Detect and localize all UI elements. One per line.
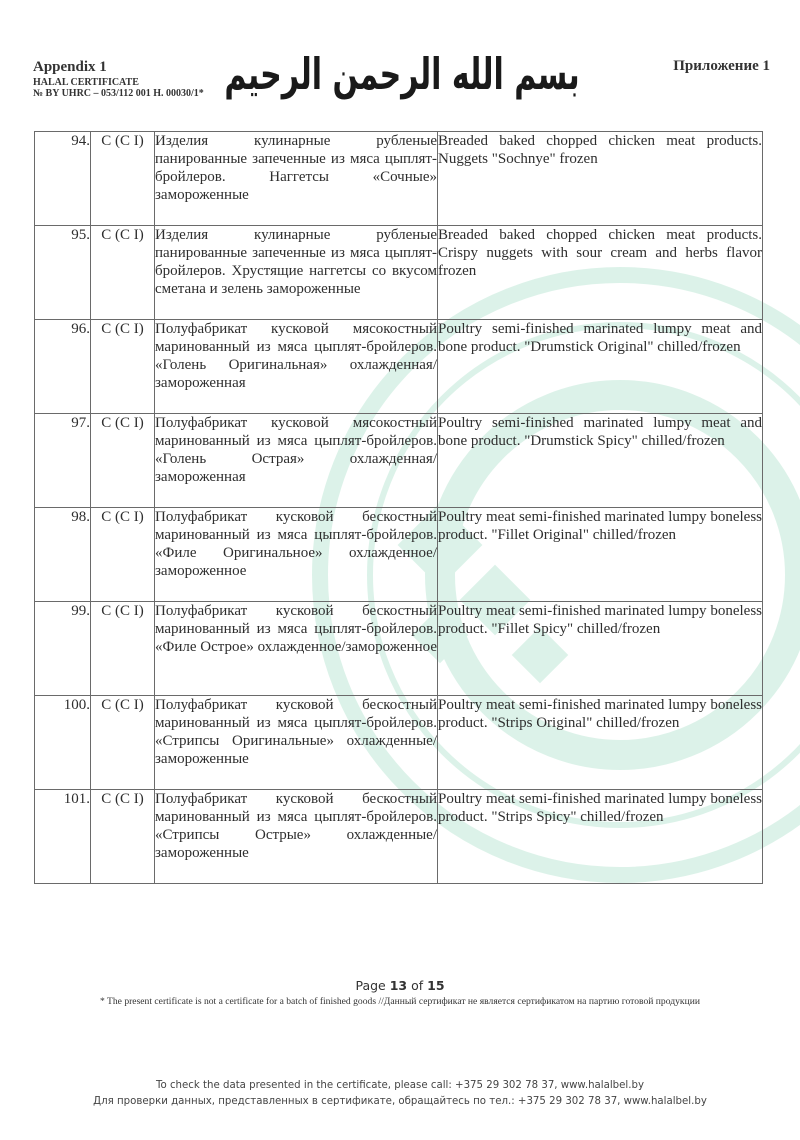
table-row: [35, 132, 763, 226]
row-code: C (C I): [91, 508, 155, 602]
table-row: [35, 696, 763, 790]
header-left: [33, 60, 204, 100]
row-name-ru: Полуфабрикат кусковой мясокостный маринованный из мяса цыплят-бройлеров. «Голень Острая» охлажденная/замороженная: [155, 414, 438, 508]
row-name-en: Breaded baked chopped chicken meat products. Crispy nuggets with sour cream and herbs flavor frozen: [438, 226, 763, 320]
contact-line-ru: Для проверки данных, представленных в сертификате, обращайтесь по тел.: +375 29 302 78 37, www.halalbel.by: [93, 1096, 707, 1107]
table-row: [35, 226, 763, 320]
footer: [0, 978, 800, 1008]
table-row: [35, 414, 763, 508]
certificate-title: HALAL CERTIFICATE: [33, 76, 139, 88]
row-code: C (C I): [91, 320, 155, 414]
row-name-en: Poultry semi-finished marinated lumpy meat and bone product. "Drumstick Original" chilled/frozen: [438, 320, 763, 414]
row-name-ru: Полуфабрикат кусковой бескостный маринованный из мяса цыплят-бройлеров. «Стрипсы Оригинальные» охлажденные/ замороженные: [155, 696, 438, 790]
appendix-title-ru: Приложение 1: [673, 58, 770, 74]
page-prefix: Page: [355, 978, 390, 993]
row-code: C (C I): [91, 414, 155, 508]
row-name-ru: Изделия кулинарные рубленые панированные запеченные из мяса цыплят-бройлеров. Хрустящие наггетсы со вкусом сметана и зелень замороженные: [155, 226, 438, 320]
row-number: 95.: [35, 226, 91, 320]
basmala-calligraphy: بسم الله الرحمن الرحيم: [224, 49, 580, 101]
row-name-en: Poultry meat semi-finished marinated lumpy boneless product. "Strips Spicy" chilled/frozen: [438, 790, 763, 884]
page-of: of: [407, 978, 428, 993]
table-row: [35, 790, 763, 884]
row-name-en: Poultry semi-finished marinated lumpy meat and bone product. "Drumstick Spicy" chilled/frozen: [438, 414, 763, 508]
row-number: 100.: [35, 696, 91, 790]
row-code: C (C I): [91, 696, 155, 790]
row-code: C (C I): [91, 602, 155, 696]
contact-line-en: To check the data presented in the certificate, please call: +375 29 302 78 37, www.halalbel.by: [156, 1080, 644, 1091]
row-code: C (C I): [91, 790, 155, 884]
row-name-en: Poultry meat semi-finished marinated lumpy boneless product. "Strips Original" chilled/frozen: [438, 696, 763, 790]
row-name-ru: Изделия кулинарные рубленые панированные запеченные из мяса цыплят-бройлеров. Наггетсы «Сочные» замороженные: [155, 132, 438, 226]
page-total: 15: [427, 978, 445, 993]
row-code: C (C I): [91, 226, 155, 320]
row-name-en: Poultry meat semi-finished marinated lumpy boneless product. "Fillet Original" chilled/frozen: [438, 508, 763, 602]
table-row: [35, 508, 763, 602]
products-table: [34, 131, 763, 884]
certificate-number: № BY UHRC – 053/112 001 H. 00030/1*: [33, 88, 204, 100]
row-number: 101.: [35, 790, 91, 884]
footnote: * The present certificate is not a certificate for a batch of finished goods //Данный сертификат не является сертификатом на партию готовой продукции: [99, 996, 700, 1007]
row-name-en: Poultry meat semi-finished marinated lumpy boneless product. "Fillet Spicy" chilled/frozen: [438, 602, 763, 696]
row-number: 99.: [35, 602, 91, 696]
page-current: 13: [389, 978, 408, 993]
row-name-ru: Полуфабрикат кусковой бескостный маринованный из мяса цыплят-бройлеров. «Филе Оригинальное» охлажденное/ замороженное: [155, 508, 438, 602]
contact-info: [0, 1078, 800, 1110]
row-name-ru: Полуфабрикат кусковой бескостный маринованный из мяса цыплят-бройлеров. «Филе Острое» охлажденное/замороженное: [155, 602, 438, 696]
row-number: 98.: [35, 508, 91, 602]
row-number: 96.: [35, 320, 91, 414]
page-number: [0, 978, 800, 994]
row-code: C (C I): [91, 132, 155, 226]
row-name-en: Breaded baked chopped chicken meat products. Nuggets "Sochnye" frozen: [438, 132, 763, 226]
row-name-ru: Полуфабрикат кусковой мясокостный маринованный из мяса цыплят-бройлеров. «Голень Оригинальная» охлажденная/ замороженная: [155, 320, 438, 414]
table-row: [35, 602, 763, 696]
row-number: 97.: [35, 414, 91, 508]
row-name-ru: Полуфабрикат кусковой бескостный маринованный из мяса цыплят-бройлеров. «Стрипсы Острые» охлажденные/ замороженные: [155, 790, 438, 884]
row-number: 94.: [35, 132, 91, 226]
table-row: [35, 320, 763, 414]
appendix-title-en: Appendix 1: [33, 59, 107, 75]
